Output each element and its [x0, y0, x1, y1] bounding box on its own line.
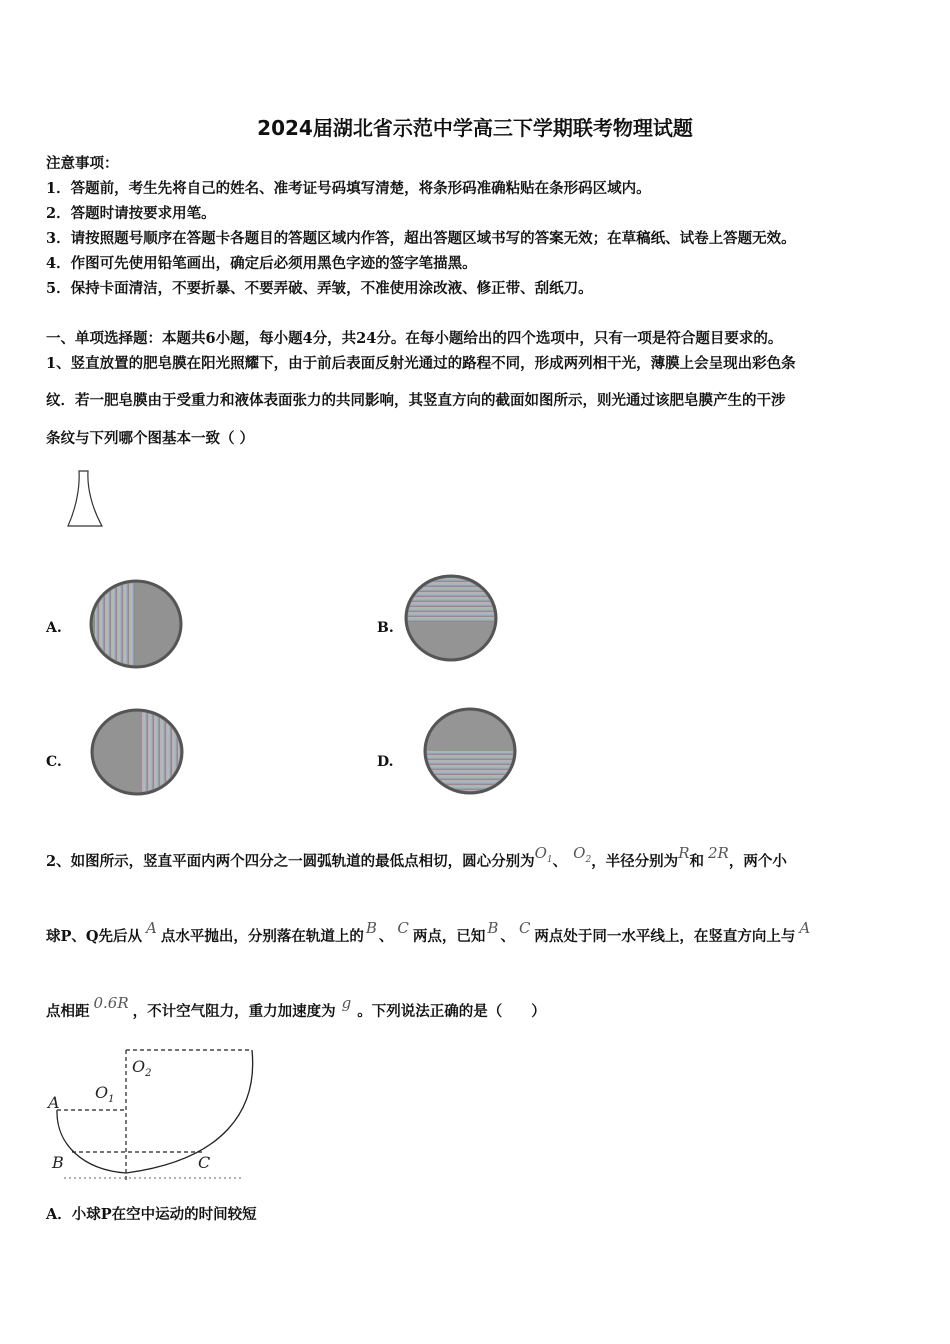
notice-item: 2．答题时请按要求用笔。	[46, 205, 216, 222]
math-o1: $O_1$	[534, 844, 553, 865]
option-b-fringe-image	[402, 572, 500, 664]
notice-heading: 注意事项：	[46, 155, 119, 172]
soap-film-cross-section-figure	[62, 468, 108, 530]
page-title: 2024届湖北省示范中学高三下学期联考物理试题	[257, 116, 693, 140]
question-1-line: 条纹与下列哪个图基本一致（ ）	[46, 430, 255, 447]
question-2-line-3: 点相距 0.6R ，不计空气阻力，重力加速度为 g 。下列说法正确的是（ ）	[46, 994, 546, 1020]
option-c-fringe-image	[88, 706, 186, 798]
math-a2: A	[799, 919, 811, 937]
label-o2: $O_2$	[132, 1057, 152, 1079]
option-d-label: D.	[377, 754, 394, 770]
question-2-line-1: 2、如图所示，竖直平面内两个四分之一圆弧轨道的最低点相切，圆心分别为$O_1$、 $O_2$，半径分别为R和 2R，两个小	[46, 844, 787, 870]
option-a-label: A.	[46, 620, 62, 636]
math-2r: 2R	[707, 844, 729, 862]
math-a: A	[146, 919, 157, 937]
math-b: B	[365, 919, 377, 937]
question-2-option-a: A．小球P在空中运动的时间较短	[46, 1206, 257, 1223]
option-a-fringe-image	[87, 577, 185, 671]
question-1-line: 1、竖直放置的肥皂膜在阳光照耀下，由于前后表面反射光通过的路程不同，形成两列相干光，薄膜上会呈现出彩色条	[46, 355, 796, 372]
option-b-label: B.	[377, 620, 394, 636]
notice-item: 5．保持卡面清洁，不要折暴、不要弄破、弄皱，不准使用涂改液、修正带、刮纸刀。	[46, 280, 593, 297]
math-distance: 0.6R	[93, 994, 129, 1012]
arc-track-figure	[44, 1040, 264, 1185]
label-a: A	[48, 1093, 60, 1112]
notice-item: 3．请按照题号顺序在答题卡各题目的答题区域内作答，超出答题区域书写的答案无效；在草稿纸、试卷上答题无效。	[46, 230, 796, 247]
notice-item: 1．答题前，考生先将自己的姓名、准考证号码填写清楚，将条形码准确粘贴在条形码区域内。	[46, 180, 651, 197]
label-c: C	[198, 1153, 211, 1172]
math-g: g	[341, 994, 352, 1012]
math-b2: B	[487, 919, 499, 937]
option-d-fringe-image	[421, 705, 519, 797]
section-header: 一、单项选择题：本题共6小题，每小题4分，共24分。在每小题给出的四个选项中，只有一项是符合题目要求的。	[46, 330, 783, 347]
math-c: C	[397, 919, 409, 937]
math-r: R	[678, 844, 690, 862]
option-c-label: C.	[46, 754, 62, 770]
question-1-line: 纹．若一肥皂膜由于受重力和液体表面张力的共同影响，其竖直方向的截面如图所示，则光通过该肥皂膜产生的干涉	[46, 392, 786, 409]
math-o2: $O_2$	[573, 844, 592, 865]
math-c2: C	[518, 919, 531, 937]
label-b: B	[52, 1153, 64, 1172]
question-2-line-2: 球P、Q先后从 A 点水平抛出，分别落在轨道上的 B 、 C 两点，已知 B 、 C 两点处于同一水平线上，在竖直方向上与 A	[46, 919, 811, 945]
label-o1: $O_1$	[95, 1083, 115, 1105]
notice-item: 4．作图可先使用铅笔画出，确定后必须用黑色字迹的签字笔描黑。	[46, 255, 477, 272]
